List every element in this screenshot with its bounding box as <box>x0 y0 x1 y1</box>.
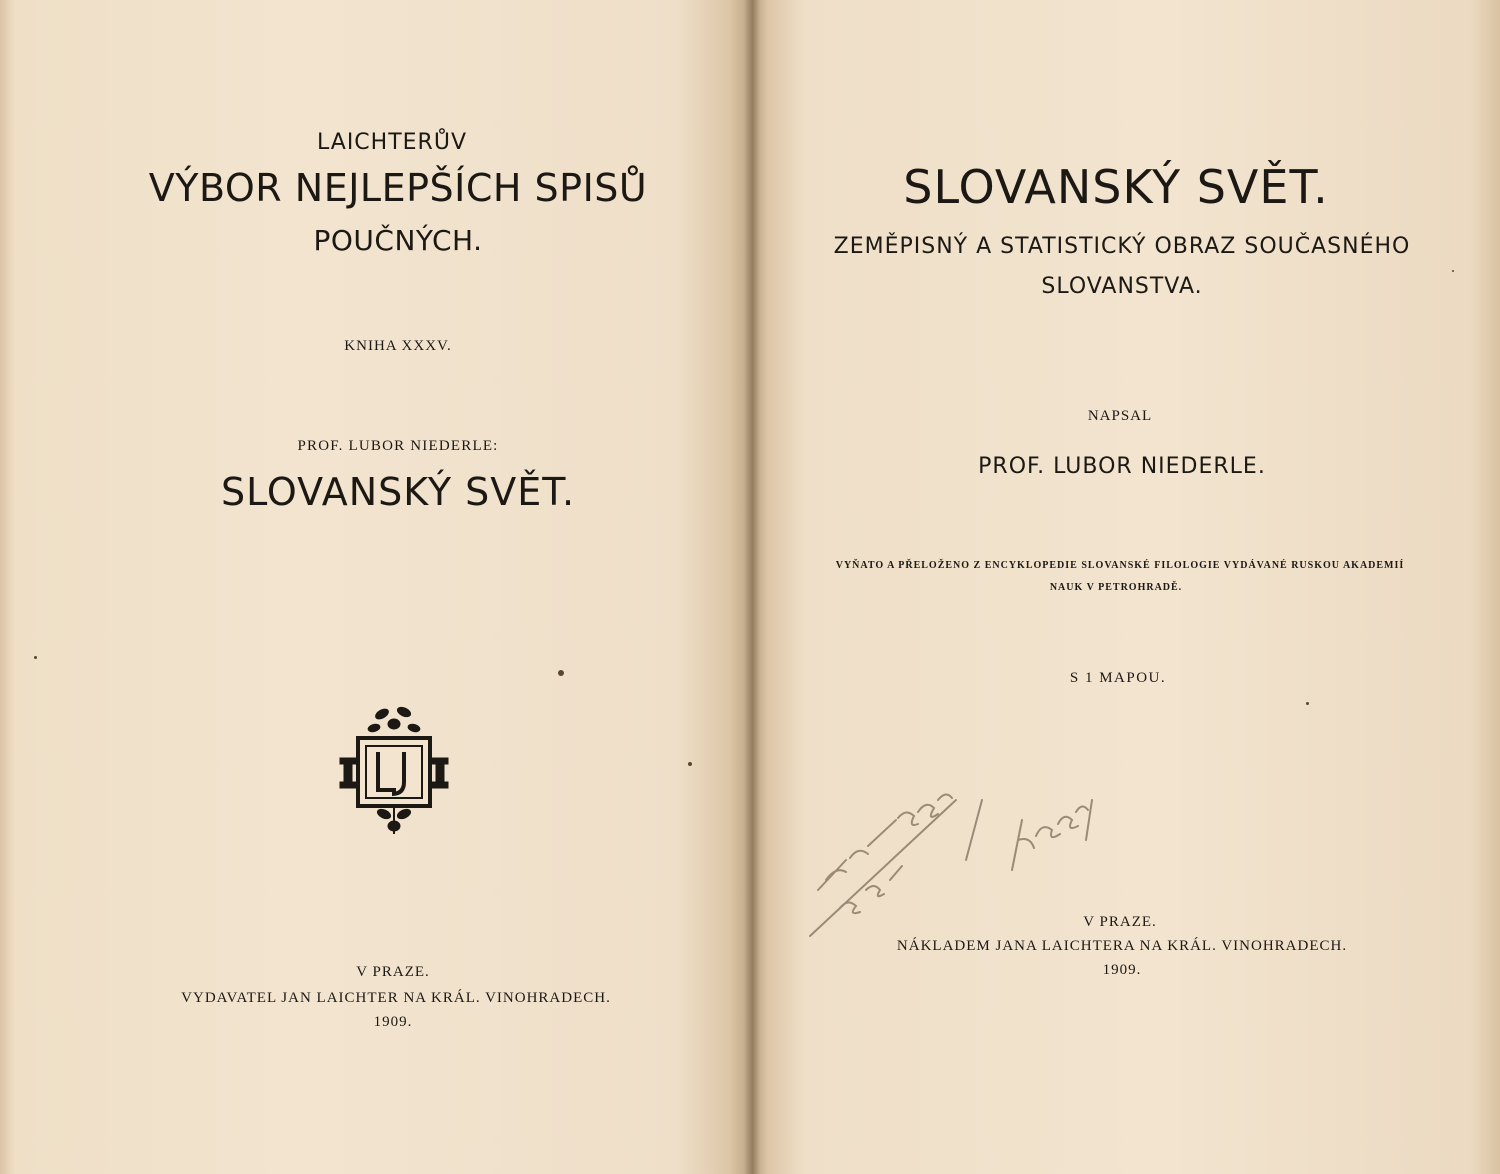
right-imprint-year: 1909. <box>1102 962 1142 978</box>
paper-spot <box>34 656 37 659</box>
series-name: LAICHTERŮV <box>317 130 467 155</box>
publisher-monogram-lj-icon <box>338 702 450 836</box>
right-imprint-publisher: NÁKLADEM JANA LAICHTERA NA KRÁL. VINOHRADECH. <box>896 938 1348 954</box>
left-author: PROF. LUBOR NIEDERLE: <box>297 438 499 454</box>
paper-spot <box>558 670 564 676</box>
left-imprint-city: V PRAZE. <box>356 964 430 980</box>
series-title-continued: POUČNÝCH. <box>313 224 483 257</box>
right-author: PROF. LUBOR NIEDERLE. <box>978 454 1266 479</box>
paper-spot <box>1306 702 1309 705</box>
left-book-title: SLOVANSKÝ SVĚT. <box>220 470 576 514</box>
right-subtitle-continued: SLOVANSTVA. <box>1041 274 1203 299</box>
written-by-label: NAPSAL <box>1087 408 1153 424</box>
book-gutter <box>744 0 760 1174</box>
source-note: VYŇATO A PŘELOŽENO Z ENCYKLOPEDIE SLOVANSKÉ FILOLOGIE VYDÁVANÉ RUSKOU AKADEMIÍ <box>835 560 1405 571</box>
right-book-title: SLOVANSKÝ SVĚT. <box>903 160 1329 214</box>
map-note: S 1 MAPOU. <box>1069 670 1167 686</box>
handwritten-shelfmark-icon <box>806 740 1106 940</box>
left-imprint-year: 1909. <box>373 1014 413 1030</box>
series-title: VÝBOR NEJLEPŠÍCH SPISŮ <box>148 166 648 210</box>
paper-spot <box>1452 270 1454 272</box>
right-imprint-city: V PRAZE. <box>1083 914 1157 930</box>
right-page <box>752 0 1500 1174</box>
left-imprint-publisher: VYDAVATEL JAN LAICHTER NA KRÁL. VINOHRADECH. <box>181 990 611 1006</box>
source-note-continued: NAUK V PETROHRADĚ. <box>1049 582 1183 593</box>
volume-number: KNIHA XXXV. <box>344 338 452 354</box>
paper-spot <box>688 762 692 766</box>
right-subtitle: ZEMĚPISNÝ A STATISTICKÝ OBRAZ SOUČASNÉHO <box>833 234 1411 259</box>
